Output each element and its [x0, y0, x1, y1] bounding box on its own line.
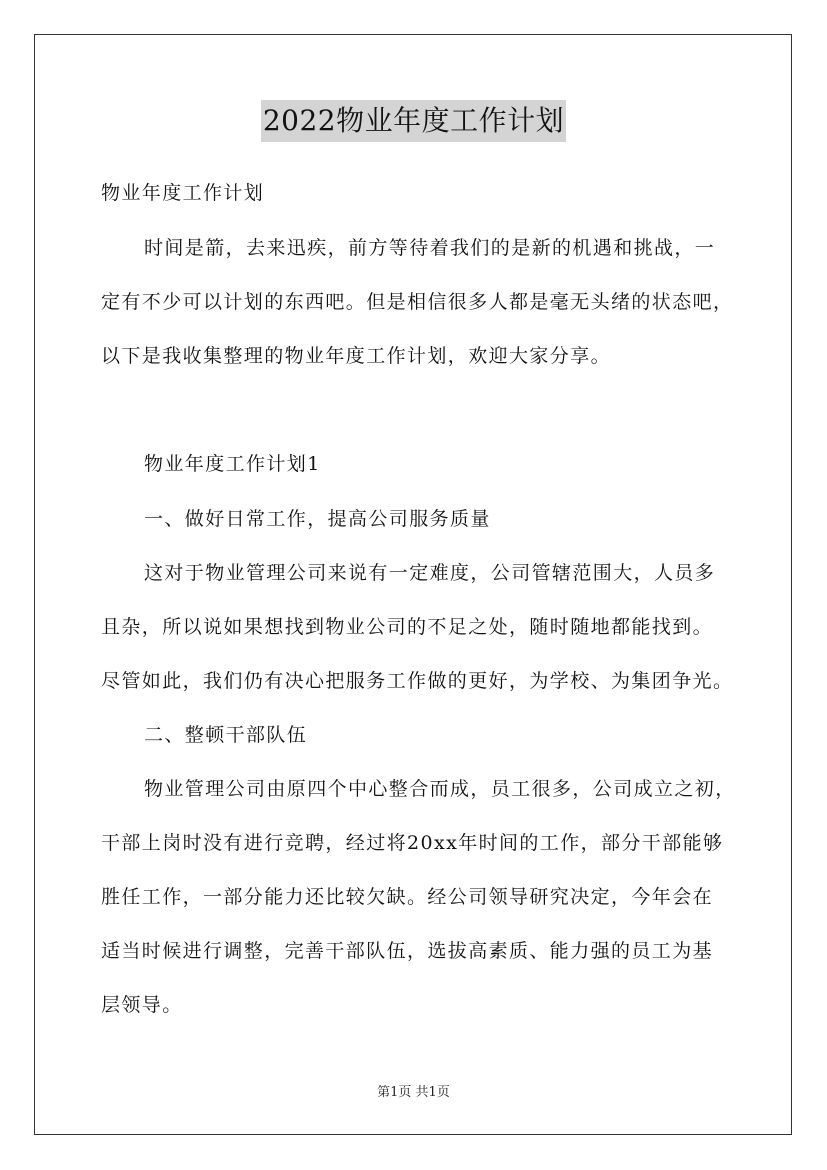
- intro-line-2: 定有不少可以计划的东西吧。但是相信很多人都是毫无头绪的状态吧，: [101, 291, 734, 313]
- intro-line-1: 时间是箭，去来迅疾，前方等待着我们的是新的机遇和挑战，一: [144, 237, 716, 259]
- heading-two: 二、整顿干部队伍: [144, 724, 308, 746]
- paragraph-two-line-1: 物业管理公司由原四个中心整合而成，员工很多，公司成立之初，: [144, 778, 736, 800]
- intro-line-3: 以下是我收集整理的物业年度工作计划，欢迎大家分享。: [101, 345, 612, 367]
- page-footer: 第1页 共1页: [377, 1085, 450, 1100]
- heading-one: 一、做好日常工作，提高公司服务质量: [144, 508, 491, 530]
- paragraph-one-line-2: 且杂，所以说如果想找到物业公司的不足之处，随时随地都能找到。: [101, 616, 714, 638]
- paragraph-two-line-5: 层领导。: [101, 994, 183, 1016]
- document-title: 2022物业年度工作计划: [261, 100, 566, 142]
- section-heading: 物业年度工作计划1: [144, 453, 321, 475]
- paragraph-two-line-3: 胜任工作，一部分能力还比较欠缺。经公司领导研究决定，今年会在: [101, 886, 714, 908]
- title-container: [0, 100, 827, 142]
- subtitle: 物业年度工作计划: [101, 182, 265, 204]
- paragraph-two-line-2: 干部上岗时没有进行竞聘，经过将20xx年时间的工作，部分干部能够: [101, 832, 724, 854]
- paragraph-two-line-4: 适当时候进行调整，完善干部队伍，选拔高素质、能力强的员工为基: [101, 940, 714, 962]
- paragraph-one-line-3: 尽管如此，我们仍有决心把服务工作做的更好，为学校、为集团争光。: [101, 670, 734, 692]
- paragraph-one-line-1: 这对于物业管理公司来说有一定难度，公司管辖范围大，人员多: [144, 562, 716, 584]
